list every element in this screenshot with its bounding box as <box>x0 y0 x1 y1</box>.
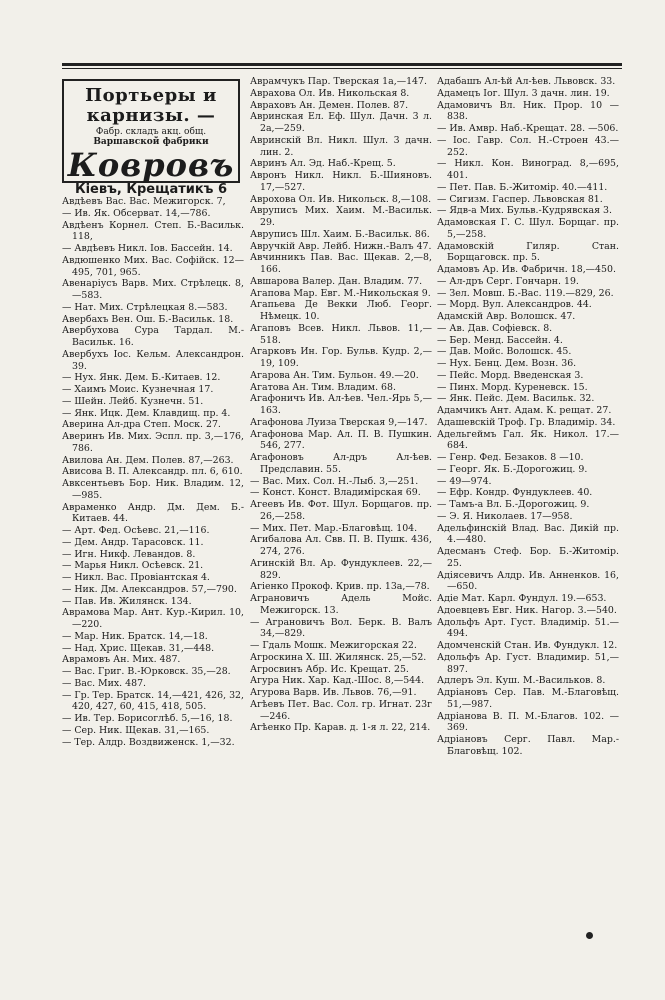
directory-entry: — Над. Хрис. Щекав. 31,—448. <box>62 642 215 654</box>
directory-entry: Агура Ник. Хар. Кад.-Шос. 8,—544. <box>250 675 425 687</box>
directory-entry: — Ив. Амвр. Наб.-Крещат. 28. —506. <box>437 123 619 134</box>
directory-entry: — Нух. Бенц. Дем. Возн. 36. <box>437 358 577 369</box>
directory-entry: — Сер. Ник. Щекав. 31,—165. <box>62 724 210 736</box>
directory-column-2 <box>250 76 432 734</box>
directory-entry: — Дем. Андр. Тарасовск. 11. <box>62 536 204 548</box>
directory-entry: Адріанова В. П. М.-Благов. 102. —369. <box>437 710 619 734</box>
directory-entry: Аврохова Ол. Ив. Никольск. 8,—108. <box>250 193 432 205</box>
header-rule <box>62 63 622 66</box>
directory-entry: — Пейс. Морд. Введенская 3. <box>437 369 584 381</box>
directory-entry: Авринъ Ал. Эд. Наб.-Крещ. 5. <box>250 158 396 170</box>
header-rule-thin <box>62 68 622 69</box>
directory-entry: Авронъ Никл. Никл. Б.-Шияновъ. 17,—527. <box>250 170 432 193</box>
directory-entry: Авшарова Валер. Дан. Владим. 77. <box>250 275 423 287</box>
directory-entry: Аврамчукъ Пар. Тверская 1а,—147. <box>250 76 427 87</box>
directory-entry: — Арт. Фед. Осѣевс. 21,—116. <box>62 525 210 536</box>
directory-entry: Адельфинскій Влад. Вас. Дикій пр. 4.—480. <box>437 522 619 546</box>
directory-entry: Адріановъ Сер. Пав. М.-Благовѣщ. 51,—987. <box>437 687 619 710</box>
directory-entry: — Морд. Вул. Александров. 44. <box>437 299 592 311</box>
directory-entry: — Пинх. Морд. Куреневск. 15. <box>437 381 588 393</box>
directory-column-3 <box>437 76 619 758</box>
directory-entry: — Никл. Вас. Провіантская 4. <box>62 572 210 583</box>
ad-address: Кіевъ, Крещатикъ 6 <box>74 182 228 197</box>
directory-entry: Адашевскій Троф. Гр. Владимір. 34. <box>437 416 616 428</box>
directory-entry: — Тер. Алдр. Воздвиженск. 1,—32. <box>62 736 235 748</box>
directory-entry: — Шейн. Лейб. Кузнечн. 51. <box>62 395 204 407</box>
ad-factory: Варшавской фабрики <box>93 137 209 147</box>
directory-entry: — Игн. Никф. Левандов. 8. <box>62 548 196 560</box>
directory-entry: Агафоновъ Ал-дръ Ал-ѣев. Предславин. 55. <box>250 452 432 475</box>
advertisement-box <box>62 79 240 197</box>
directory-entry: Адамовъ Ар. Ив. Фабричн. 18,—450. <box>437 264 616 275</box>
directory-column-1 <box>62 196 244 748</box>
directory-entry: Агибалова Ал. Свв. П. В. Пушк. 436, 274, 276. <box>250 534 432 557</box>
directory-entry: Агинскій Вл. Ар. Фундуклеев. 22,—829. <box>250 557 432 581</box>
directory-entry: Агафонова Луиза Тверская 9,—147. <box>250 416 428 428</box>
directory-entry: Авербухъ Іос. Кельм. Александрон. 39. <box>62 348 244 372</box>
directory-entry: Адамовская Г. С. Шул. Борщаг. пр. 5,—258. <box>437 217 619 240</box>
directory-entry: Агѣевъ Пет. Вас. Сол. гр. Игнат. 23г—246. <box>250 698 432 722</box>
directory-entry: — Сигизм. Гаспер. Львовская 81. <box>437 193 603 205</box>
ad-headline: Портьеры и карнизы. — <box>85 85 217 126</box>
directory-entry: Аврахова Ол. Ив. Никольская 8. <box>250 87 410 99</box>
directory-entry: — Хаимъ Моис. Кузнечная 17. <box>62 384 214 395</box>
directory-entry: — Бер. Менд. Бассейн. 4. <box>437 334 563 346</box>
directory-entry: Агатова Ан. Тим. Владим. 68. <box>250 381 396 393</box>
directory-entry: Авербахъ Вен. Ош. Б.-Васильк. 18. <box>62 313 234 325</box>
directory-entry: Адельгеймъ Гал. Як. Никол. 17.—684. <box>437 428 619 452</box>
directory-entry: — Нух. Янк. Дем. Б.-Китаев. 12. <box>62 372 221 384</box>
directory-entry: — Зел. Мовш. Б.-Вас. 119.—829, 26. <box>437 287 614 299</box>
directory-entry: Авруписъ Мих. Хаим. М.-Васильк. 29. <box>250 205 432 228</box>
directory-entry: — Гр. Тер. Братск. 14,—421, 426, 32, 420, 427, 60, 415, 418, 505. <box>62 689 244 713</box>
directory-entry: Адамскій Авр. Волошск. 47. <box>437 311 576 322</box>
directory-entry: Авраменко Андр. Дм. Дем. Б.-Китаев. 44. <box>62 501 244 525</box>
directory-entry: — Марья Никл. Осѣевск. 21. <box>62 560 204 572</box>
directory-entry: Адоевцевъ Евг. Ник. Нагор. 3.—540. <box>437 604 617 616</box>
directory-entry: — Ефр. Кондр. Фундуклеев. 40. <box>437 487 593 499</box>
directory-entry: — Ядв-а Мих. Бульв.-Кудрявская 3. <box>437 205 612 217</box>
directory-entry: — Пав. Ив. Жилянск. 134. <box>62 595 192 607</box>
directory-entry: Аверина Ал-дра Степ. Моск. 27. <box>62 419 221 431</box>
directory-entry: Агроскина Х. Ш. Жилянск. 25,—52. <box>250 651 427 663</box>
directory-entry: Агапьева Де Векки Люб. Георг. Нѣмецк. 10. <box>250 299 432 322</box>
directory-entry: Агурова Варв. Ив. Львов. 76,—91. <box>250 687 417 698</box>
directory-entry: Авринская Ел. Еф. Шул. Дачн. 3 л. 2а,—259. <box>250 111 432 134</box>
directory-entry: — Тамъ-а Вл. Б.-Дорогожиц. 9. <box>437 499 590 510</box>
directory-entry: — Янк. Ицк. Дем. Клавдищ. пр. 4. <box>62 407 231 419</box>
directory-entry: Аврамовъ Ан. Мих. 487. <box>62 654 181 666</box>
directory-entry: Авручкій Авр. Лейб. Нижн.-Валъ 47. <box>250 240 432 252</box>
directory-entry: Адамчикъ Ант. Адам. К. рещат. 27. <box>437 405 612 416</box>
directory-entry: Авенаріусъ Варв. Мих. Стрѣлецк. 8,—583. <box>62 278 244 301</box>
directory-entry: — Янк. Пейс. Дем. Васильк. 32. <box>437 393 595 405</box>
ornament-dot <box>586 932 593 939</box>
directory-entry: Агапова Мар. Евг. М.-Никольская 9. <box>250 287 431 299</box>
ad-subline: Фабр. складъ акц. общ. <box>95 127 207 137</box>
directory-entry: Адріановъ Серг. Павл. Мар.-Благовѣщ. 102. <box>437 734 619 757</box>
directory-entry: — Конст. Конст. Владимірская 69. <box>250 487 421 499</box>
directory-entry: Ависова В. П. Александр. пл. 6, 610. <box>62 466 243 478</box>
directory-entry: Агіенко Прокоф. Крив. пр. 13а,—78. <box>250 581 430 593</box>
directory-entry: — Авдѣевъ Никл. Іов. Бассейн. 14. <box>62 243 233 254</box>
directory-entry: — Ив. Тер. Борисоглѣб. 5,—16, 18. <box>62 713 233 724</box>
directory-entry: — Мих. Пет. Мар.-Благовѣщ. 104. <box>250 522 418 534</box>
directory-entry: Агросвинъ Абр. Ис. Крещат. 25. <box>250 663 409 675</box>
directory-entry: — Никл. Кон. Виноград. 8,—695, 401. <box>437 158 619 181</box>
directory-entry: Авербухова Сура Тардал. М.-Васильк. 16. <box>62 325 244 348</box>
directory-entry: Авруписъ Шл. Хаим. Б.-Васильк. 86. <box>250 228 430 240</box>
directory-entry: Адомченскій Стан. Ив. Фундукл. 12. <box>437 640 618 651</box>
directory-entry: Аверинъ Ив. Мих. Эспл. пр. 3,—176, 786. <box>62 431 244 454</box>
directory-entry: — Пет. Пав. Б.-Житомір. 40.—411. <box>437 181 608 193</box>
directory-entry: — Гдаль Мошк. Межигорская 22. <box>250 640 417 651</box>
directory-entry: — Вас. Мих. Сол. Н.-Лыб. 3,—251. <box>250 475 419 487</box>
directory-entry: Агаповъ Всев. Никл. Львов. 11,—518. <box>250 322 432 346</box>
directory-entry: Адіе Мат. Карл. Фундул. 19.—653. <box>437 593 607 604</box>
directory-entry: Агеевъ Ив. Фот. Шул. Борщагов. пр. 26,—258. <box>250 499 432 522</box>
directory-entry: — Ал-дръ Серг. Гончарн. 19. <box>437 275 579 287</box>
directory-entry: — Ив. Як. Обсерват. 14,—786. <box>62 207 211 219</box>
directory-entry: Авринскій Вл. Никл. Шул. 3 дачн. лин. 2. <box>250 134 432 158</box>
directory-entry: — Іос. Гавр. Сол. Н.-Строен 43.—252. <box>437 134 619 158</box>
directory-entry: — Э. Я. Николаев. 17—958. <box>437 510 573 522</box>
directory-entry: Агарковъ Ин. Гор. Бульв. Кудр. 2,—19, 109. <box>250 346 432 369</box>
directory-entry: Аграновичъ Адель Мойс. Межигорск. 13. <box>250 593 432 616</box>
directory-entry: Адольфъ Ар. Густ. Владимир. 51,—897. <box>437 651 619 675</box>
directory-entry: Авраховъ Ан. Демен. Полев. 87. <box>250 99 409 111</box>
directory-entry: — Георг. Як. Б.-Дорогожиц. 9. <box>437 463 588 475</box>
directory-entry: — Вас. Мих. 487. <box>62 677 147 689</box>
directory-entry: Адлеръ Эл. Куш. М.-Васильков. 8. <box>437 675 606 687</box>
directory-entry: Агафонова Мар. Ал. П. В. Пушкин. 546, 277. <box>250 428 432 452</box>
directory-entry: Адабашъ Ал-ѣй Ал-ѣев. Львовск. 33. <box>437 76 616 87</box>
directory-entry: Авксентьевъ Бор. Ник. Владим. 12,—985. <box>62 478 244 501</box>
directory-entry: Адольфъ Арт. Густ. Владимір. 51.—494. <box>437 616 619 640</box>
directory-entry: Авдюшенко Мих. Вас. Софійск. 12—495, 701, 965. <box>62 254 244 278</box>
directory-entry: Адамецъ Іог. Шул. 3 дачн. лин. 19. <box>437 87 610 99</box>
directory-entry: — Генр. Фед. Безаков. 8 —10. <box>437 452 584 463</box>
directory-entry: Агѣенко Пр. Карав. д. 1-я л. 22, 214. <box>250 722 431 734</box>
directory-entry: — Мар. Ник. Братск. 14,—18. <box>62 630 208 642</box>
directory-entry: — 49—974. <box>437 475 492 487</box>
directory-entry: Адамовскій Гиляр. Стан. Борщаговск. пр. 5. <box>437 240 619 264</box>
directory-entry: — Ник. Дм. Александров. 57,—790. <box>62 583 237 595</box>
directory-entry: — Нат. Мих. Стрѣлецкая 8.—583. <box>62 301 228 313</box>
directory-entry: Адесманъ Стеф. Бор. Б.-Житомір. 25. <box>437 546 619 569</box>
directory-entry: Аврамова Мар. Ант. Кур.-Кирил. 10,—220. <box>62 607 244 630</box>
directory-entry: Авилова Ан. Дем. Полев. 87,—263. <box>62 454 234 466</box>
directory-entry: — Дав. Мойс. Волошск. 45. <box>437 346 572 358</box>
directory-entry: — Аграновичъ Вол. Берк. В. Валъ 34,—829. <box>250 616 432 640</box>
directory-entry: Адамовичъ Вл. Ник. Прор. 10 — 838. <box>437 99 619 123</box>
directory-entry: Агарова Ан. Тим. Бульон. 49.—20. <box>250 369 419 381</box>
directory-entry: Авдѣенъ Корнел. Степ. Б.-Васильк. 118, <box>62 219 244 243</box>
directory-entry: — Вас. Григ. В.-Юрковск. 35,—28. <box>62 666 231 677</box>
directory-entry: Авчинникъ Пав. Вас. Щекав. 2,—8, 166. <box>250 252 432 275</box>
directory-entry: — Ав. Дав. Софіевск. 8. <box>437 322 553 334</box>
directory-entry: Авдѣевъ Вас. Вас. Межигорск. 7, <box>62 196 226 207</box>
directory-entry: Адіясевичъ Алдр. Ив. Анненков. 16,—650. <box>437 569 619 593</box>
directory-entry: Агафоничъ Ив. Ал-ѣев. Чел.-Ярь 5,—163. <box>250 393 432 416</box>
ad-brand: Ковровъ <box>67 146 235 184</box>
